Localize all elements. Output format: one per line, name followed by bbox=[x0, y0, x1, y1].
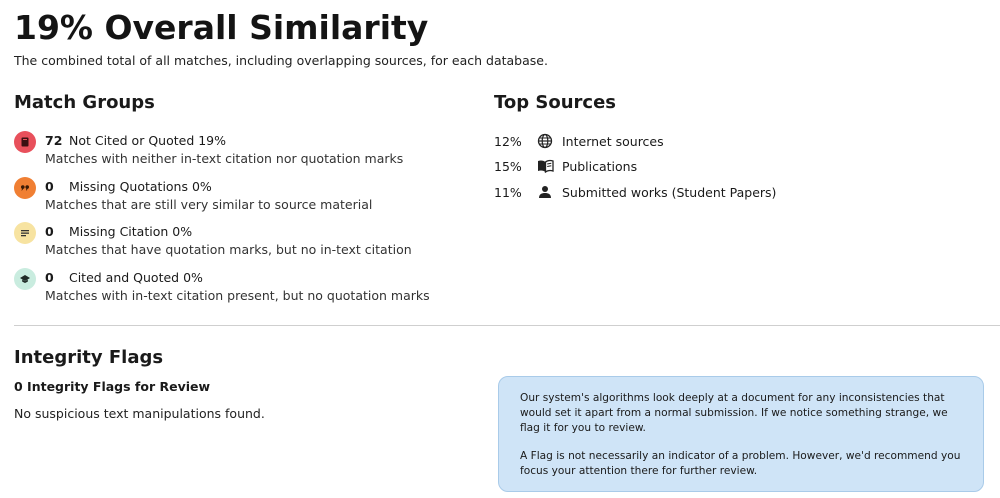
page-title: 19% Overall Similarity bbox=[14, 8, 429, 47]
source-submitted-works[interactable] bbox=[494, 183, 914, 203]
book-icon bbox=[536, 157, 554, 175]
info-paragraph: A Flag is not necessarily an indicator of a problem. However, we'd recommend you focus your attention there for further review. bbox=[520, 450, 961, 477]
match-label: Missing Citation 0% bbox=[68, 224, 193, 239]
match-label: Missing Quotations 0% bbox=[68, 179, 212, 194]
source-percent: 11% bbox=[494, 185, 522, 200]
match-description: Matches that are still very similar to source material bbox=[45, 197, 373, 212]
match-count: 0 bbox=[45, 224, 54, 239]
integrity-flags-count: 0 Integrity Flags for Review bbox=[14, 379, 211, 394]
match-count: 72 bbox=[45, 133, 63, 148]
page-subtitle: The combined total of all matches, including overlapping sources, for each database. bbox=[14, 53, 548, 68]
match-count: 0 bbox=[45, 179, 54, 194]
match-description: Matches with in-text citation present, but no quotation marks bbox=[45, 288, 430, 303]
section-divider bbox=[14, 325, 1000, 326]
top-sources-heading: Top Sources bbox=[494, 92, 617, 113]
match-count: 0 bbox=[45, 270, 54, 285]
match-label: Not Cited or Quoted 19% bbox=[68, 133, 227, 148]
integrity-info-box bbox=[498, 376, 984, 492]
source-label: Publications bbox=[562, 159, 638, 174]
match-description: Matches with neither in-text citation nor quotation marks bbox=[45, 151, 404, 166]
source-label: Internet sources bbox=[562, 134, 664, 149]
person-icon bbox=[536, 183, 554, 201]
integrity-flags-heading: Integrity Flags bbox=[14, 347, 164, 368]
source-percent: 12% bbox=[494, 134, 522, 149]
graduation-cap-icon bbox=[14, 268, 36, 290]
match-description: Matches that have quotation marks, but no in-text citation bbox=[45, 242, 412, 257]
flag-icon bbox=[14, 131, 36, 153]
source-percent: 15% bbox=[494, 159, 522, 174]
source-internet[interactable] bbox=[494, 132, 914, 152]
match-label: Cited and Quoted 0% bbox=[68, 270, 203, 285]
lines-icon bbox=[14, 222, 36, 244]
integrity-flags-none-text: No suspicious text manipulations found. bbox=[14, 406, 265, 421]
match-groups-heading: Match Groups bbox=[14, 92, 155, 113]
source-publications[interactable] bbox=[494, 157, 914, 177]
info-paragraph: Our system's algorithms look deeply at a document for any inconsistencies that would set it apart from a normal submission. If we notice something strange, we flag it for you to review. bbox=[520, 392, 948, 434]
source-label: Submitted works (Student Papers) bbox=[562, 185, 777, 200]
quote-icon bbox=[14, 177, 36, 199]
globe-icon bbox=[536, 132, 554, 150]
